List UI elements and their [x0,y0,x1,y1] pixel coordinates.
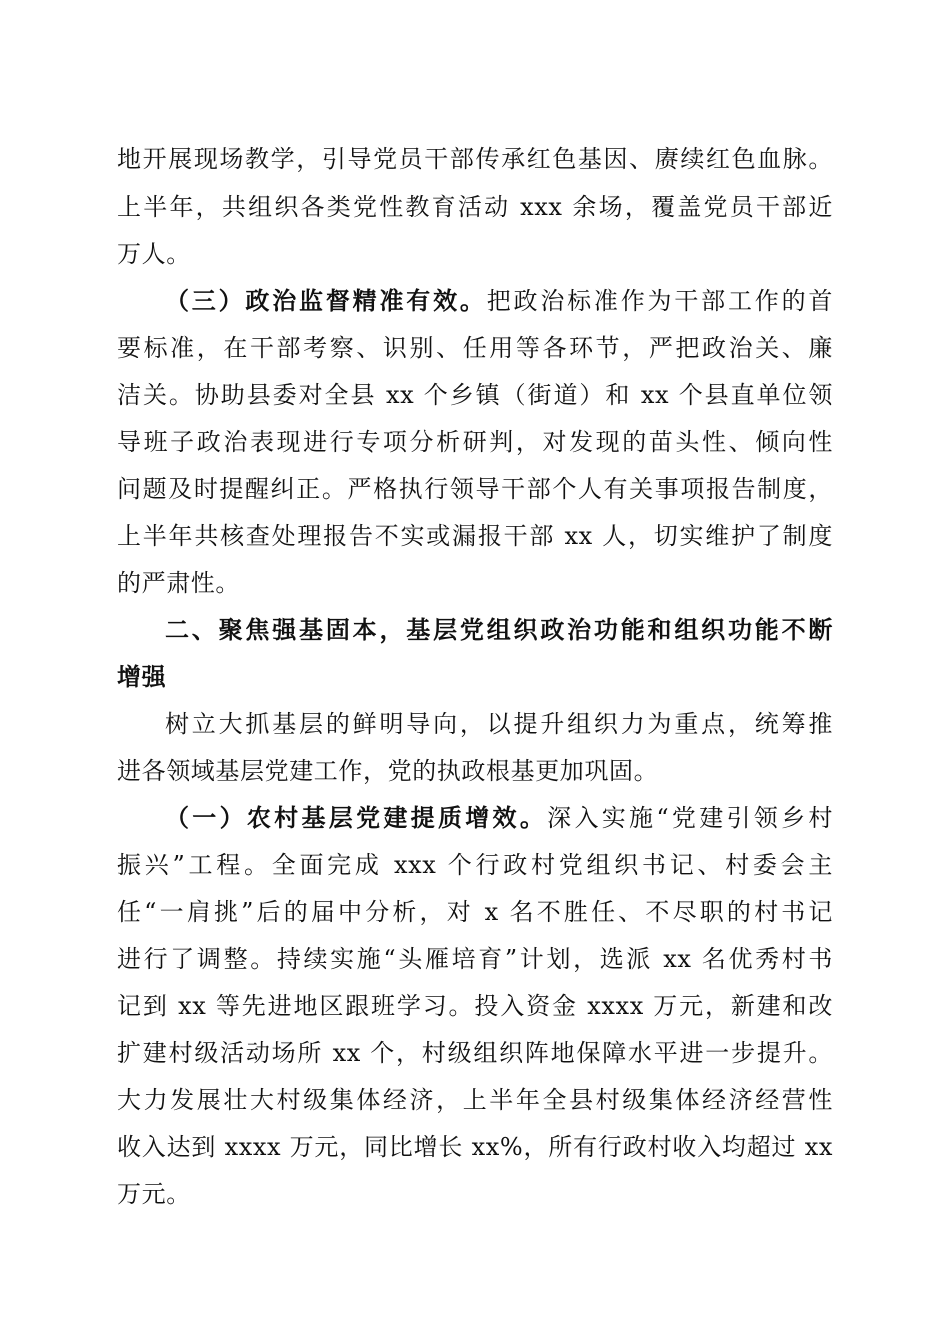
section-heading: 二、聚焦强基固本，基层党组织政治功能和组织功能不断 [165,616,833,644]
subsection-heading: （一）农村基层党建提质增效。 [165,804,548,832]
paragraph-line: 振兴”工程。全面完成 xxx 个行政村党组织书记、村委会主 [117,851,833,879]
paragraph-line: 扩建村级活动场所 xx 个，村级组织阵地保障水平进一步提升。 [117,1039,833,1067]
paragraph-text: 深入实施“党建引领乡村 [547,804,833,832]
paragraph-first-line [165,796,833,840]
paragraph-text: 把政治标准作为干部工作的首 [486,287,833,315]
paragraph-line: 任“一肩挑”后的届中分析，对 x 名不胜任、不尽职的村书记 [117,898,833,926]
paragraph-line: 问题及时提醒纠正。严格执行领导干部个人有关事项报告制度， [117,475,833,503]
paragraph-line: 进行了调整。持续实施“头雁培育”计划，选派 xx 名优秀村书 [117,945,833,973]
paragraph-line: 导班子政治表现进行专项分析研判，对发现的苗头性、倾向性 [117,428,833,456]
paragraph-line: 要标准，在干部考察、识别、任用等各环节，严把政治关、廉 [117,334,833,362]
paragraph-line: 树立大抓基层的鲜明导向，以提升组织力为重点，统筹推 [165,710,833,738]
paragraph-line: 洁关。协助县委对全县 xx 个乡镇（街道）和 xx 个县直单位领 [117,381,833,409]
paragraph-line: 收入达到 xxxx 万元，同比增长 xx%，所有行政村收入均超过 xx [117,1133,833,1161]
paragraph-line: 地开展现场教学，引导党员干部传承红色基因、赓续红色血脉。 [117,145,833,173]
subsection-heading: （三）政治监督精准有效。 [165,287,487,315]
paragraph-first-line [165,279,833,323]
paragraph-line: 上半年，共组织各类党性教育活动 xxx 余场，覆盖党员干部近 [117,193,833,221]
paragraph-line: 记到 xx 等先进地区跟班学习。投入资金 xxxx 万元，新建和改 [117,992,833,1020]
paragraph-line: 大力发展壮大村级集体经济，上半年全县村级集体经济经营性 [117,1086,833,1114]
section-heading-cont: 增强 [117,663,167,691]
paragraph-line: 上半年共核查处理报告不实或漏报干部 xx 人，切实维护了制度 [117,522,833,550]
paragraph-line: 万元。 [117,1180,191,1208]
paragraph-line: 的严肃性。 [117,569,240,597]
paragraph-line: 万人。 [117,240,191,268]
paragraph-line: 进各领域基层党建工作，党的执政根基更加巩固。 [117,757,659,785]
